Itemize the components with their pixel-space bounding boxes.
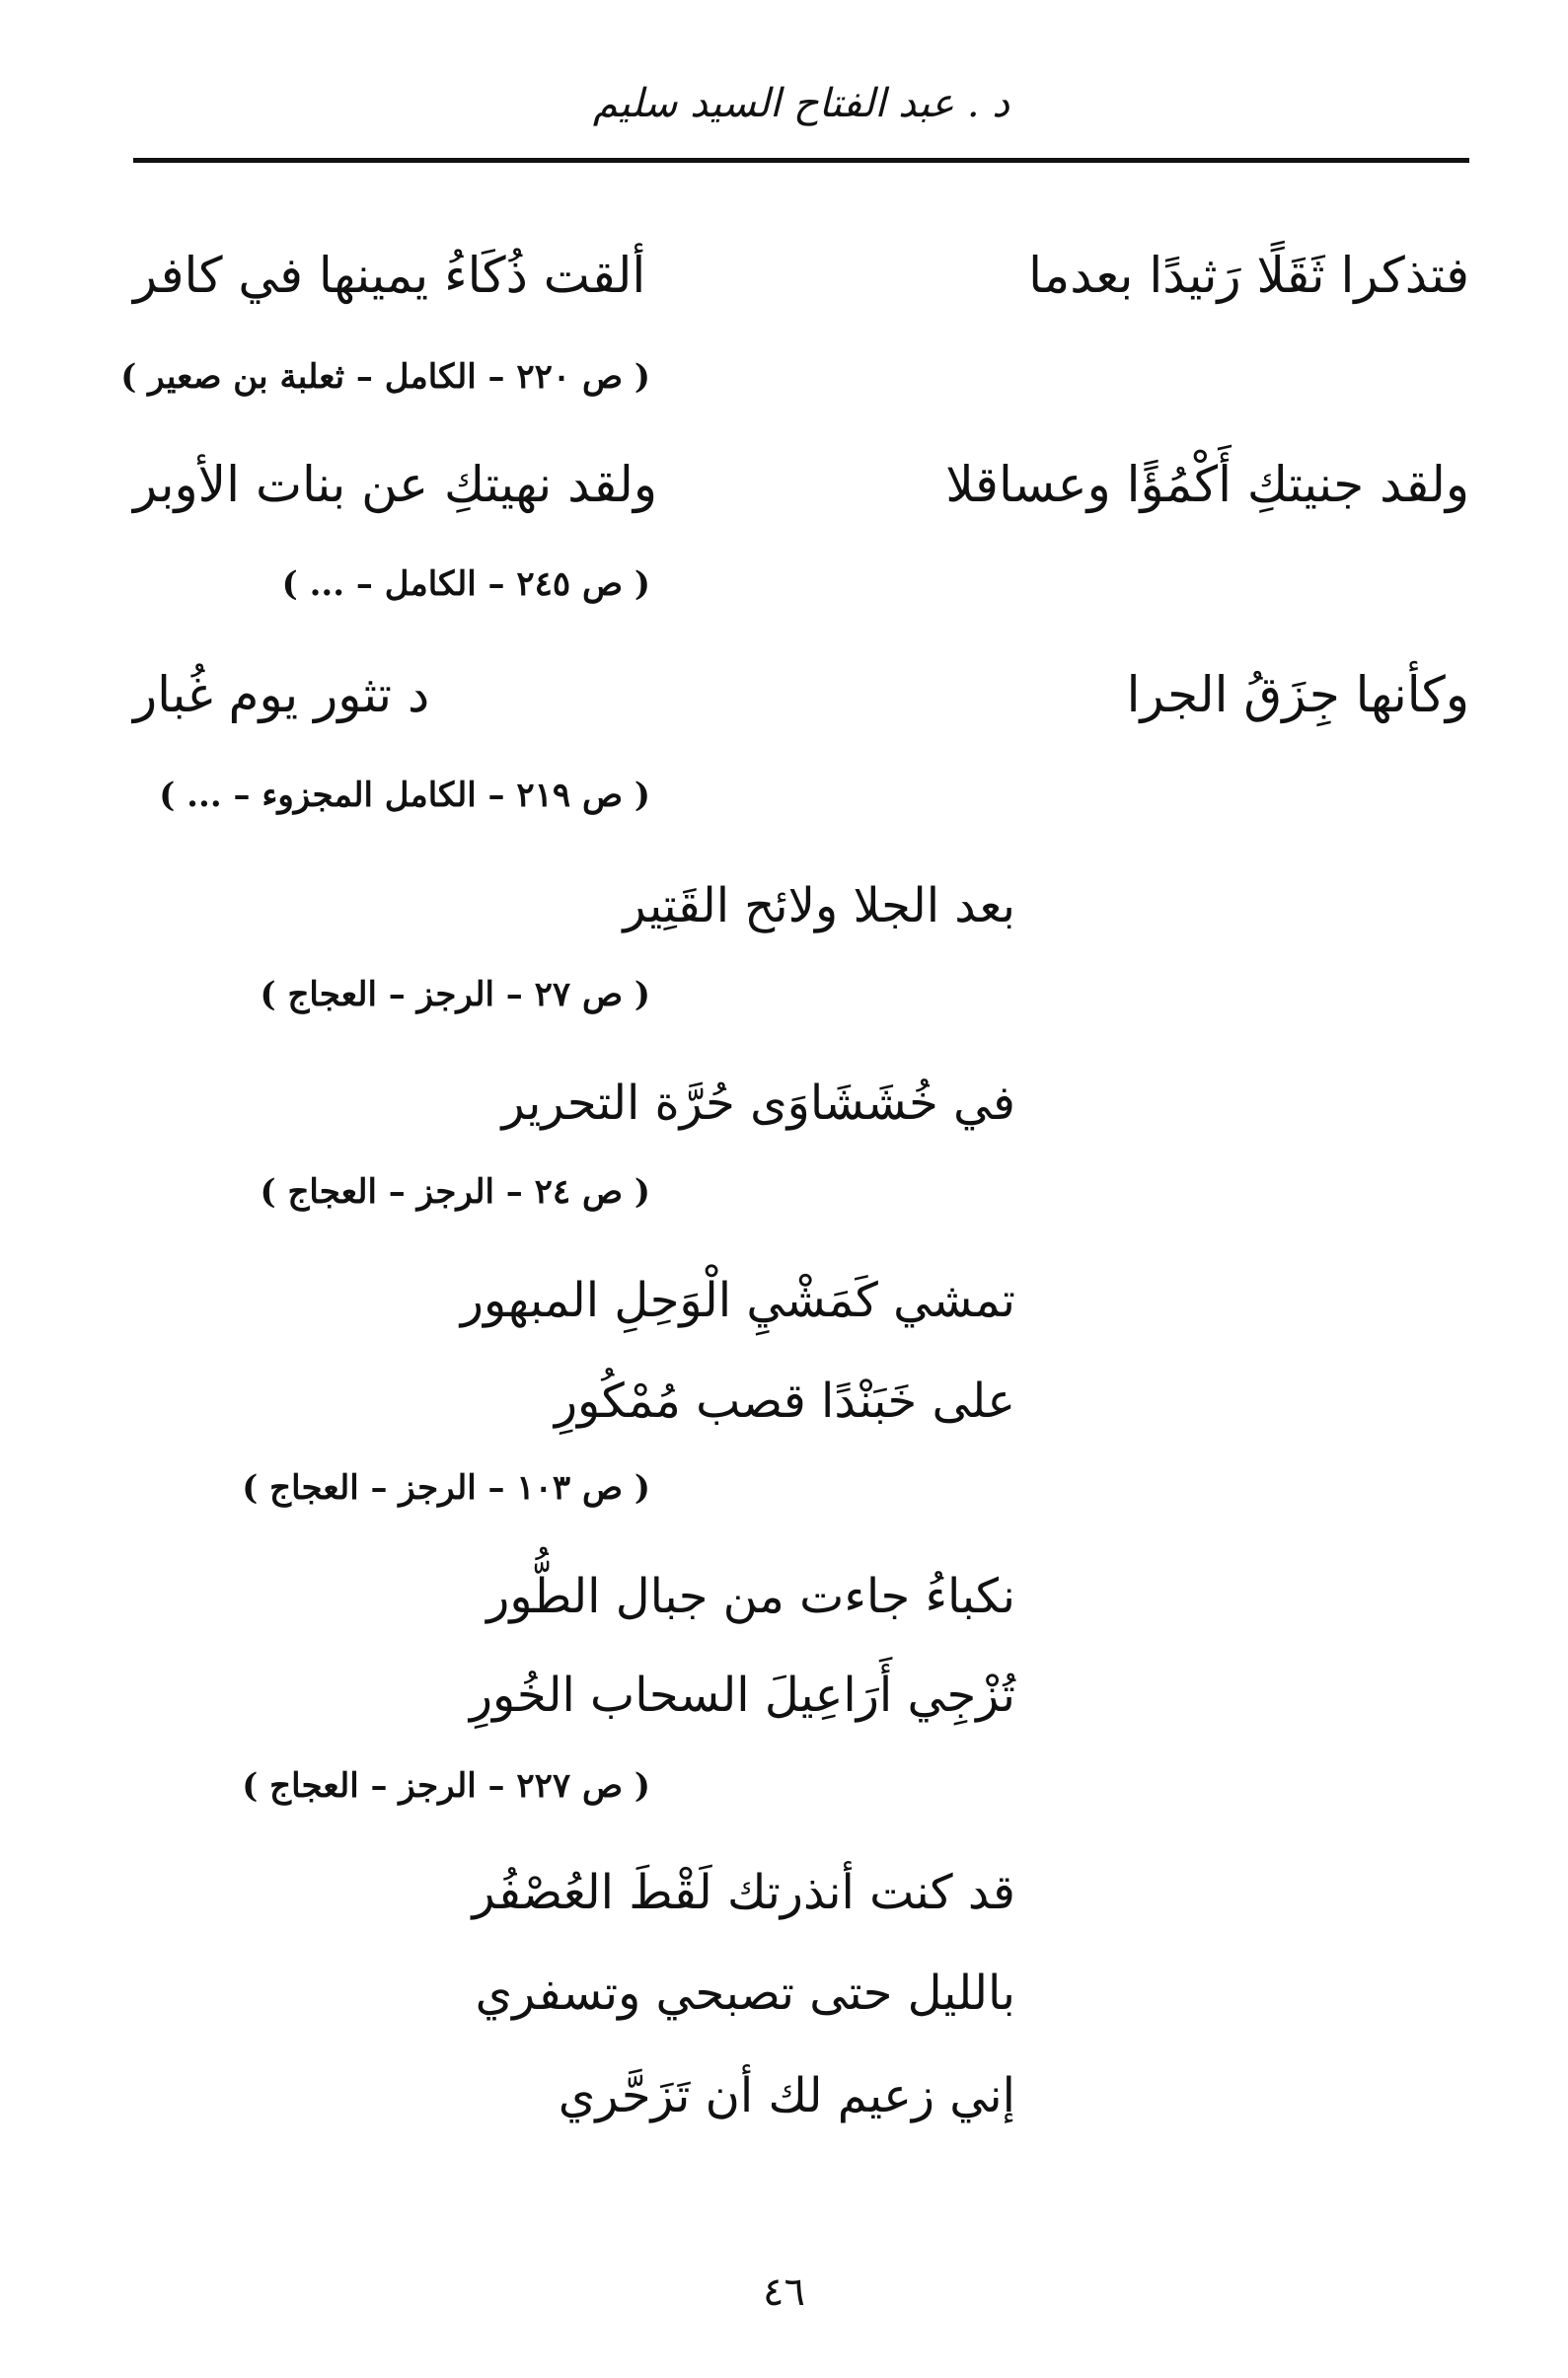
header-rule: [133, 158, 1469, 163]
rajaz-3-source: ( ص ١٠٣ – الرجز – العجاج ): [242, 1468, 650, 1508]
running-header: د . عبد الفتاح السيد سليم: [592, 81, 1010, 126]
verse-1-second-hemistich: ألقت ذُكَاءُ يمينها في كافر: [133, 247, 646, 304]
verse-2-source: ( ص ٢٤٥ – الكامل – ... ): [281, 564, 650, 604]
rajaz-5-line-1: قد كنت أنذرتك لَقْطَ العُصْفُر: [472, 1865, 1015, 1920]
rajaz-4-line-1: نكباءُ جاءت من جبال الطُّور: [486, 1569, 1015, 1624]
rajaz-5-line-2: بالليل حتى تصبحي وتسفري: [475, 1966, 1015, 2021]
rajaz-1-line-1: بعد الجلا ولائح القَتِير: [623, 878, 1015, 933]
verse-3-source: ( ص ٢١٩ – الكامل المجزوء – ... ): [159, 776, 650, 815]
rajaz-3-line-1: تمشي كَمَشْيِ الْوَحِلِ المبهور: [460, 1273, 1015, 1328]
verse-3-first-hemistich: وكأنها جِزَقُ الجرا: [1126, 666, 1469, 723]
page-number: ٤٦: [763, 2269, 805, 2315]
verse-2-first-hemistich: ولقد جنيتكِ أَكْمُؤًا وعساقلا: [945, 456, 1469, 513]
verse-2: [133, 456, 1469, 535]
verse-2-second-hemistich: ولقد نهيتكِ عن بنات الأوبر: [133, 456, 658, 513]
rajaz-2-source: ( ص ٢٤ – الرجز – العجاج ): [260, 1172, 650, 1212]
rajaz-4-source: ( ص ٢٢٧ – الرجز – العجاج ): [242, 1766, 650, 1806]
rajaz-5-line-3: إني زعيم لك أن تَزَحَّري: [558, 2068, 1015, 2123]
verse-3: [133, 666, 1469, 745]
rajaz-4-line-2: تُزْجِي أَرَاعِيلَ السحاب الخُورِ: [469, 1668, 1015, 1723]
verse-1: [133, 247, 1469, 326]
verse-1-first-hemistich: فتذكرا ثَقَلًا رَثيدًا بعدما: [1028, 247, 1469, 304]
rajaz-2-line-1: في خُشَشَاوَى حُرَّة التحرير: [501, 1076, 1015, 1131]
verse-3-second-hemistich: د تثور يوم غُبار: [133, 666, 430, 723]
rajaz-1-source: ( ص ٢٧ – الرجز – العجاج ): [260, 975, 650, 1014]
verse-1-source: ( ص ٢٢٠ – الكامل – ثعلبة بن صعير ): [120, 357, 650, 397]
rajaz-3-line-2: على خَبَنْدًا قصب مُمْكُورِ: [554, 1374, 1015, 1429]
